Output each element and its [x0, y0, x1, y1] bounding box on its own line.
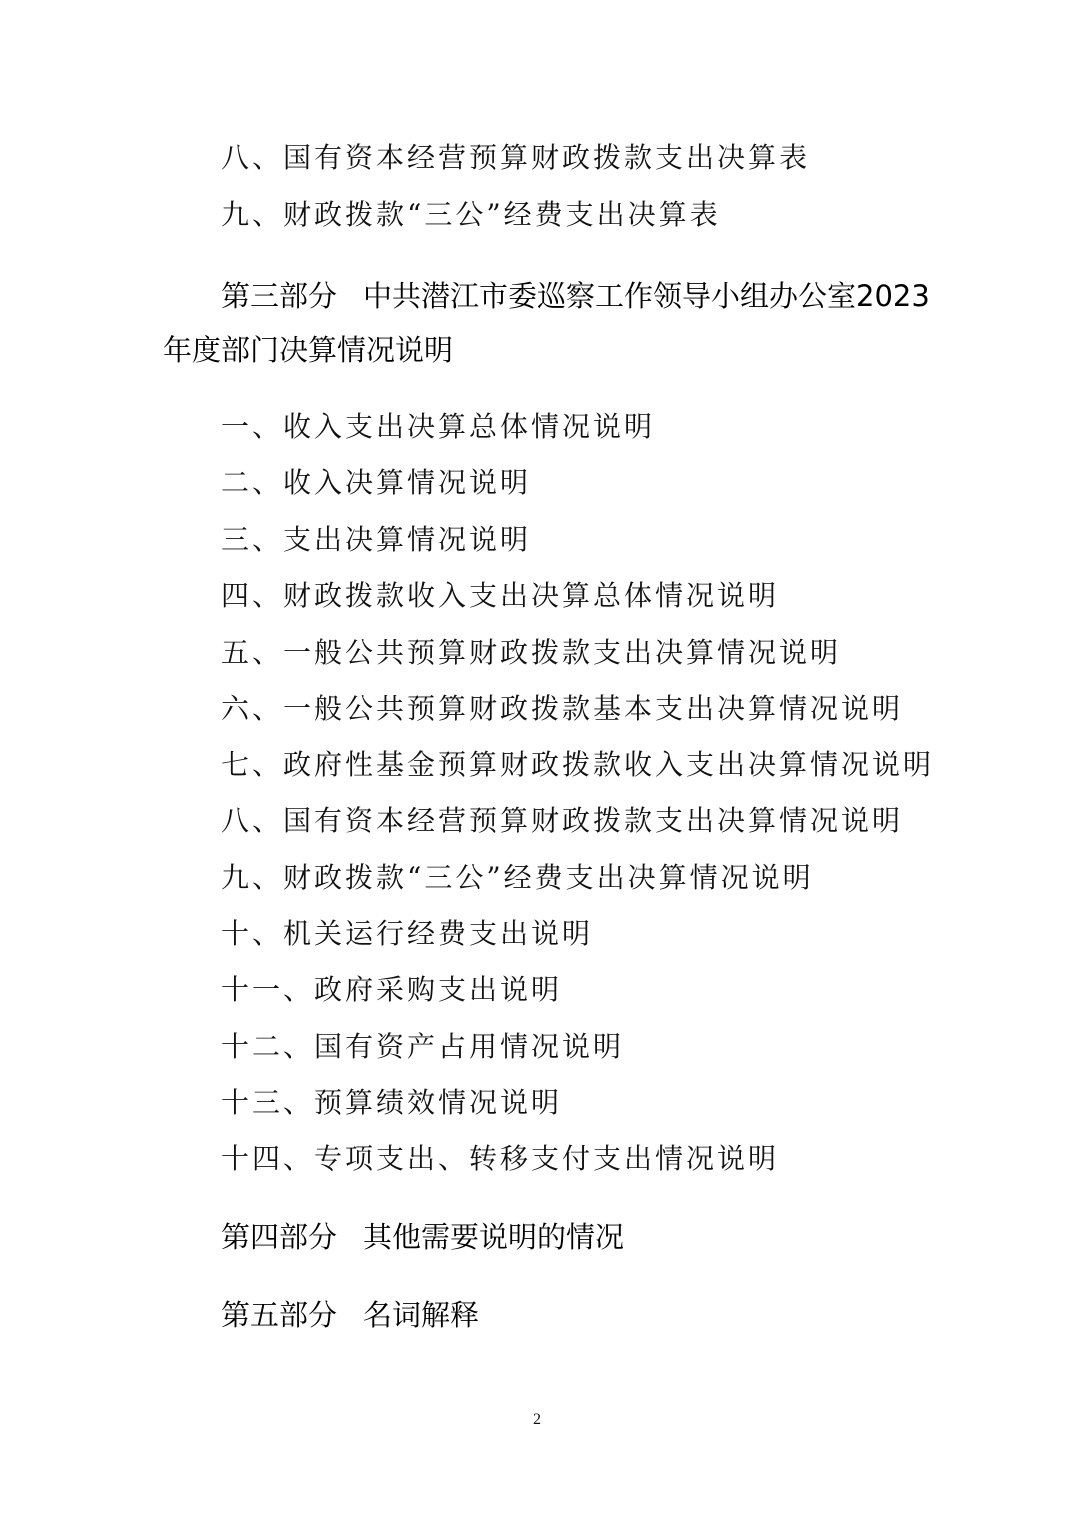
toc-item-part3-12: 十二、国有资产占用情况说明	[221, 1030, 625, 1063]
part4-title: 其他需要说明的情况	[363, 1220, 625, 1254]
part5-label: 第五部分	[221, 1298, 338, 1332]
toc-item-part3-1: 一、收入支出决算总体情况说明	[221, 410, 656, 443]
toc-item-part3-8: 八、国有资本经营预算财政拨款支出决算情况说明	[221, 804, 904, 837]
part5-title: 名词解释	[363, 1298, 480, 1332]
toc-item-part3-5: 五、一般公共预算财政拨款支出决算情况说明	[221, 636, 842, 669]
toc-item-part3-13: 十三、预算绩效情况说明	[221, 1086, 563, 1119]
page-number: 2	[533, 1411, 541, 1428]
part3-label: 第三部分	[221, 279, 338, 313]
toc-item-part3-6: 六、一般公共预算财政拨款基本支出决算情况说明	[221, 692, 904, 725]
toc-item-part3-4: 四、财政拨款收入支出决算总体情况说明	[221, 579, 780, 612]
part4-heading	[221, 1217, 624, 1257]
toc-item-part3-10: 十、机关运行经费支出说明	[221, 917, 594, 950]
part3-title-line2: 年度部门决算情况说明	[163, 333, 454, 367]
toc-item-part3-14: 十四、专项支出、转移支付支出情况说明	[221, 1142, 780, 1175]
part3-heading	[221, 276, 930, 316]
toc-item-part2-9: 九、财政拨款“三公”经费支出决算表	[221, 198, 721, 231]
part4-label: 第四部分	[221, 1220, 338, 1254]
toc-item-part3-2: 二、收入决算情况说明	[221, 466, 532, 499]
toc-item-part3-11: 十一、政府采购支出说明	[221, 973, 563, 1006]
part3-title-line1: 中共潜江市委巡察工作领导小组办公室2023	[363, 279, 930, 313]
toc-item-part2-8: 八、国有资本经营预算财政拨款支出决算表	[221, 141, 811, 174]
toc-item-part3-3: 三、支出决算情况说明	[221, 523, 532, 556]
toc-item-part3-7: 七、政府性基金预算财政拨款收入支出决算情况说明	[221, 748, 935, 781]
toc-item-part3-9: 九、财政拨款“三公”经费支出决算情况说明	[221, 861, 814, 894]
part5-heading	[221, 1295, 479, 1335]
